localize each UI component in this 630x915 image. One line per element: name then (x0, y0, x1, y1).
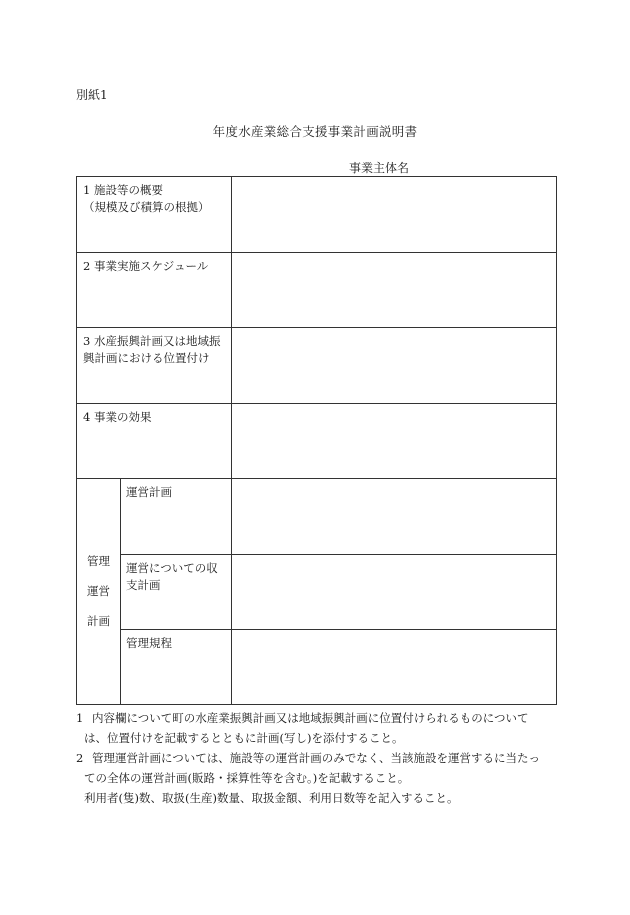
table-row (77, 328, 557, 404)
subrow-value-cell[interactable] (232, 555, 557, 630)
subrow-label: 運営についての収 (126, 561, 218, 575)
subrow-value-cell[interactable] (232, 479, 557, 555)
subrow-label-cell (121, 630, 232, 705)
subrow-label: 運営計画 (126, 485, 172, 499)
row-value-cell[interactable] (232, 177, 557, 253)
note-line (76, 708, 566, 728)
row-label: 3 水産振興計画又は地域振 (83, 334, 221, 348)
note-line: は、位置付けを記載するとともに計画(写し)を添付すること。 (84, 731, 404, 745)
plan-table (76, 176, 557, 705)
row-label-cell (77, 253, 232, 328)
note-text: 内容欄について町の水産業振興計画又は地域振興計画に位置付けられるものについて (92, 711, 529, 725)
table-row (77, 479, 557, 555)
table-row (77, 630, 557, 705)
table-row (77, 404, 557, 479)
row-label-cell (77, 177, 232, 253)
row-label-cell (77, 404, 232, 479)
note-number: 1 (76, 711, 84, 725)
entity-name-label: 事業主体名 (349, 161, 410, 175)
management-label-line: 管理 (87, 553, 110, 568)
subrow-label-cell (121, 479, 232, 555)
row-value-cell[interactable] (232, 253, 557, 328)
notes (76, 708, 566, 808)
attachment-label: 別紙1 (76, 88, 108, 102)
row-value-cell[interactable] (232, 404, 557, 479)
row-label-cell (77, 328, 232, 404)
subrow-value-cell[interactable] (232, 630, 557, 705)
row-label: 興計画における位置付け (83, 351, 210, 366)
subrow-label-cell (121, 555, 232, 630)
row-label: 4 事業の効果 (83, 410, 152, 424)
note-line: ての全体の運営計画(販路・採算性等を含む。)を記載すること。 (84, 771, 410, 785)
note-line (76, 748, 566, 768)
management-plan-label (77, 479, 121, 705)
document-title: 年度水産業総合支援事業計画説明書 (212, 124, 418, 139)
row-label: 1 施設等の概要 (83, 183, 163, 197)
subrow-label: 管理規程 (126, 636, 172, 650)
table-row (77, 177, 557, 253)
note-text: 管理運営計画については、施設等の運営計画のみでなく、当該施設を運営するに当たっ (92, 751, 541, 765)
note-number: 2 (76, 751, 84, 765)
table-row (77, 555, 557, 630)
footer-line: 利用者(隻)数、取扱(生産)数量、取扱金額、利用日数等を記入すること。 (84, 791, 459, 805)
management-label-line: 運営 (87, 583, 110, 598)
row-label: （規模及び積算の根拠） (83, 200, 210, 215)
table-row (77, 253, 557, 328)
row-label: 2 事業実施スケジュール (83, 259, 209, 273)
management-label-line: 計画 (87, 614, 110, 629)
row-value-cell[interactable] (232, 328, 557, 404)
subrow-label: 支計画 (126, 578, 161, 593)
